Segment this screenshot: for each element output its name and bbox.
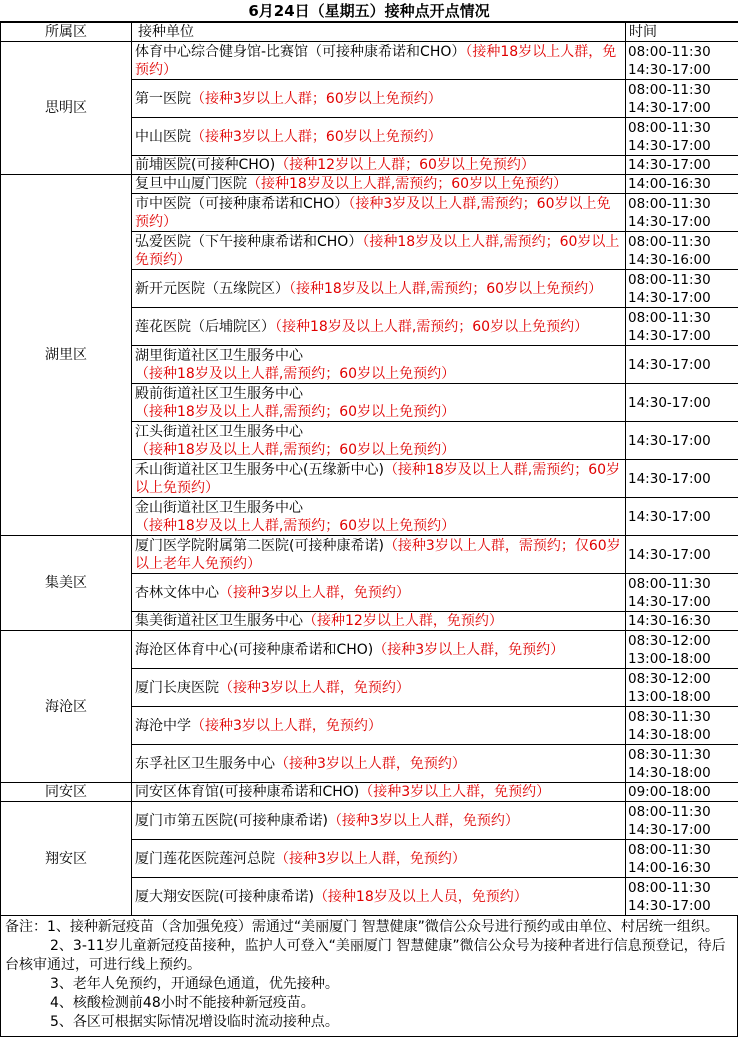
time-slot: 14:30-18:00 [628,726,711,743]
unit-cell [132,80,626,118]
unit-cell [132,631,626,669]
time-slot: 08:00-11:30 [628,43,711,60]
time-slot: 08:30-11:30 [628,708,711,725]
unit-cell [132,498,626,536]
district-cell: 思明区 [1,42,132,175]
unit-name: 弘爱医院（下午接种康希诺和CHO） [135,233,363,250]
eligibility-note: （接种3岁以上人群，免预约） [219,679,410,696]
time-slot: 14:30-17:00 [628,99,711,116]
time-slot: 08:00-11:30 [628,879,711,896]
time-cell [626,346,738,384]
time-slot: 14:30-17:00 [628,356,711,373]
table-body [1,42,738,916]
eligibility-note: （接种3岁以上人群；60岁以上免预约） [191,128,442,145]
note-5: 5、各区可根据实际情况增设临时流动接种点。 [50,1014,339,1030]
unit-cell [132,612,626,631]
note-1: 备注：1、接种新冠疫苗（含加强免疫）需通过“美丽厦门 智慧健康”微信公众号进行预约或由单位、村居统一组织。 [5,919,719,935]
time-cell [626,707,738,745]
time-slot: 08:30-12:00 [628,632,711,649]
table-row [1,783,738,802]
time-slot: 14:00-16:30 [628,859,711,876]
time-slot: 14:30-16:30 [628,613,711,629]
unit-cell [132,536,626,574]
unit-name: 第一医院 [135,90,191,107]
unit-cell [132,574,626,612]
unit-name: 同安区体育馆(可接种康希诺和CHO) [135,784,360,800]
eligibility-note: （接种18岁及以上人员，免预约） [313,888,528,905]
time-cell [626,270,738,308]
time-cell [626,574,738,612]
unit-name: 市中医院（可接种康希诺和CHO） [135,195,349,212]
eligibility-note: （接种3岁以上人群，需预约；仅60岁以上老年人免预约） [135,537,621,572]
district-cell: 翔安区 [1,802,132,916]
time-cell [626,612,738,631]
time-slot: 08:30-11:30 [628,746,711,763]
unit-name: 杏林文体中心 [135,584,219,601]
eligibility-note: （接种3岁以上人群，免预约） [359,784,551,800]
time-cell [626,422,738,460]
time-slot: 14:30-18:00 [628,764,711,781]
unit-cell [132,460,626,498]
time-cell [626,631,738,669]
page-title: 6月24日（星期五）接种点开点情况 [0,0,738,22]
time-slot: 08:00-11:30 [628,119,711,136]
eligibility-note: （接种3岁以上人群，免预约） [191,717,382,734]
time-slot: 08:00-11:30 [628,575,711,592]
unit-cell [132,194,626,232]
unit-cell [132,745,626,783]
unit-name: 新开元医院（五缘院区） [135,280,289,297]
time-cell [626,308,738,346]
time-slot: 08:00-11:30 [628,195,711,212]
time-cell [626,175,738,194]
time-slot: 08:00-11:30 [628,803,711,820]
time-cell [626,783,738,802]
time-slot: 14:30-17:00 [628,213,711,230]
time-slot: 13:00-18:00 [628,688,711,705]
eligibility-note: （接种3岁以上人群，免预约） [327,812,519,829]
vaccination-table [0,22,738,916]
eligibility-note: （接种18岁及以上人群,需预约；60岁以上免预约） [135,441,456,458]
unit-cell [132,840,626,878]
time-slot: 08:00-11:30 [628,271,711,288]
unit-name: 海沧中学 [135,717,191,734]
header-district: 所属区 [1,23,132,42]
notes-section [0,916,738,1037]
table-row [1,536,738,574]
time-slot: 14:30-17:00 [628,897,711,914]
district-cell: 集美区 [1,536,132,631]
time-cell [626,194,738,232]
unit-name: 厦门莲花医院莲河总院 [135,850,275,867]
note-4: 4、核酸检测前48小时不能接种新冠疫苗。 [50,995,315,1011]
unit-name: 江头街道社区卫生服务中心 [135,423,303,440]
table-header-row [1,23,738,42]
district-cell: 同安区 [1,783,132,802]
table-row [1,42,738,80]
eligibility-note: （接种12岁以上人群；60岁以上免预约） [275,157,535,173]
time-cell [626,460,738,498]
note-3: 3、老年人免预约，开通绿色通道，优先接种。 [50,976,339,992]
eligibility-note: （接种18岁及以上人群,需预约；60岁以上免预约） [247,176,568,192]
time-slot: 08:00-11:30 [628,309,711,326]
time-slot: 14:30-16:00 [628,251,711,268]
district-cell: 湖里区 [1,175,132,536]
unit-name: 厦门市第五医院(可接种康希诺) [135,812,328,829]
time-slot: 14:30-17:00 [628,157,711,173]
unit-name: 前埔医院(可接种CHO) [135,157,276,173]
note-2: 2、3-11岁儿童新冠疫苗接种，监护人可登入“美丽厦门 智慧健康”微信公众号为接种者进行信息预登记，待后台核审通过，可进行线上预约。 [5,938,726,973]
eligibility-note: （接种3岁以上人群；60岁以上免预约） [191,90,442,107]
eligibility-note: （接种3岁以上人群，免预约） [219,584,410,601]
unit-name: 禾山街道社区卫生服务中心(五缘新中心) [135,461,384,478]
time-slot: 08:30-12:00 [628,670,711,687]
time-slot: 08:00-11:30 [628,81,711,98]
time-slot: 08:00-11:30 [628,841,711,858]
eligibility-note: （接种18岁及以上人群,需预约；60岁以上免预约） [135,461,621,496]
time-slot: 14:30-17:00 [628,508,711,525]
table-row [1,631,738,669]
time-slot: 08:00-11:30 [628,233,711,250]
time-slot: 14:30-17:00 [628,470,711,487]
time-cell [626,878,738,916]
unit-cell [132,232,626,270]
time-slot: 14:30-17:00 [628,821,711,838]
eligibility-note: （接种18岁及以上人群,需预约；60岁以上免预约） [135,365,456,382]
eligibility-note: （接种3岁以上人群，免预约） [275,850,466,867]
table-row [1,802,738,840]
unit-cell [132,346,626,384]
time-cell [626,745,738,783]
eligibility-note: （接种18岁以上人群，免预约） [135,43,617,78]
unit-name: 集美街道社区卫生服务中心 [135,613,303,629]
unit-name: 中山医院 [135,128,191,145]
header-time: 时间 [626,23,738,42]
unit-cell [132,669,626,707]
unit-cell [132,384,626,422]
unit-name: 海沧区体育中心(可接种康希诺和CHO) [135,641,374,658]
unit-name: 莲花医院（后埔院区） [135,318,275,335]
eligibility-note: （接种18岁及以上人群,需预约；60岁以上免预约） [135,233,620,268]
time-slot: 14:30-17:00 [628,394,711,411]
time-slot: 14:30-17:00 [628,327,711,344]
unit-cell [132,707,626,745]
time-slot: 14:30-17:00 [628,593,711,610]
unit-name: 厦门长庚医院 [135,679,219,696]
time-cell [626,232,738,270]
unit-name: 殿前街道社区卫生服务中心 [135,385,303,402]
eligibility-note: （接种3岁以上人群，免预约） [373,641,565,658]
time-slot: 13:00-18:00 [628,650,711,667]
time-slot: 14:30-17:00 [628,137,711,154]
unit-cell [132,270,626,308]
district-cell: 海沧区 [1,631,132,783]
unit-name: 东孚社区卫生服务中心 [135,755,275,772]
eligibility-note: （接种3岁及以上人群,需预约；60岁以上免预约） [135,195,611,230]
unit-name: 厦大翔安医院(可接种康希诺) [135,888,314,905]
time-cell [626,536,738,574]
header-unit: 接种单位 [132,23,626,42]
unit-cell [132,42,626,80]
eligibility-note: （接种12岁以上人群，免预约） [303,613,503,629]
unit-cell [132,802,626,840]
unit-cell [132,783,626,802]
eligibility-note: （接种3岁以上人群，免预约） [275,755,466,772]
time-cell [626,42,738,80]
unit-name: 厦门医学院附属第二医院(可接种康希诺) [135,537,384,554]
time-cell [626,80,738,118]
unit-cell [132,422,626,460]
unit-cell [132,878,626,916]
eligibility-note: （接种18岁及以上人群,需预约；60岁以上免预约） [275,318,589,335]
time-slot: 14:30-17:00 [628,289,711,306]
unit-cell [132,118,626,156]
time-cell [626,669,738,707]
unit-cell [132,175,626,194]
unit-name: 金山街道社区卫生服务中心 [135,499,303,516]
time-slot: 09:00-18:00 [628,784,711,800]
time-cell [626,156,738,175]
eligibility-note: （接种18岁及以上人群,需预约；60岁以上免预约） [135,403,456,420]
eligibility-note: （接种18岁及以上人群,需预约；60岁以上免预约） [135,517,456,534]
table-row [1,175,738,194]
unit-name: 体育中心综合健身馆-比赛馆（可接种康希诺和CHO） [135,43,466,60]
time-cell [626,840,738,878]
time-slot: 14:30-17:00 [628,546,711,563]
eligibility-note: （接种18岁及以上人群,需预约；60岁以上免预约） [289,280,603,297]
time-cell [626,498,738,536]
unit-cell [132,156,626,175]
time-cell [626,384,738,422]
time-slot: 14:00-16:30 [628,176,711,192]
time-slot: 14:30-17:00 [628,432,711,449]
unit-name: 湖里街道社区卫生服务中心 [135,347,303,364]
time-cell [626,802,738,840]
unit-name: 复旦中山厦门医院 [135,176,247,192]
time-slot: 14:30-17:00 [628,61,711,78]
time-cell [626,118,738,156]
unit-cell [132,308,626,346]
